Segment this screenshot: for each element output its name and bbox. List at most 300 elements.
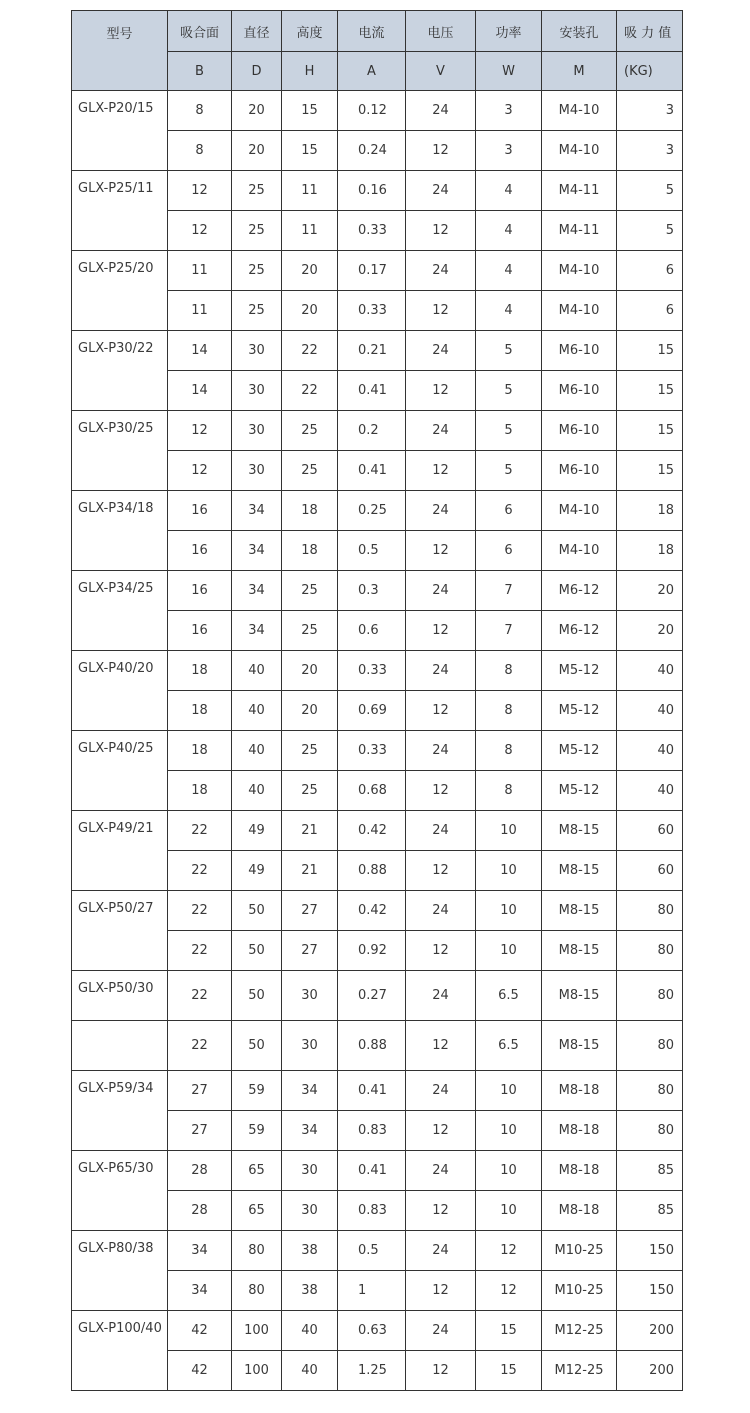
- voltage-cell: 24: [406, 331, 476, 371]
- mount-hole-cell: M8-18: [542, 1151, 617, 1191]
- diameter-cell: 40: [232, 651, 282, 691]
- holding-force-cell: 15: [617, 451, 683, 491]
- height-cell: 21: [282, 811, 338, 851]
- table-row: [72, 891, 683, 931]
- holding-force-cell: 5: [617, 211, 683, 251]
- current-cell: 0.69: [338, 691, 406, 731]
- current-cell: 0.88: [338, 851, 406, 891]
- voltage-cell: 24: [406, 811, 476, 851]
- header-label-row: [72, 11, 683, 52]
- current-cell: 0.25: [338, 491, 406, 531]
- holding-force-cell: 40: [617, 731, 683, 771]
- power-cell: 8: [476, 691, 542, 731]
- height-cell: 20: [282, 691, 338, 731]
- current-cell: 1: [338, 1271, 406, 1311]
- holding-force-cell: 80: [617, 1111, 683, 1151]
- diameter-cell: 40: [232, 691, 282, 731]
- current-cell: 0.2: [338, 411, 406, 451]
- mount-hole-cell: M12-25: [542, 1351, 617, 1391]
- unit-mount-hole: M: [542, 52, 617, 91]
- contact-face-cell: 42: [168, 1351, 232, 1391]
- mount-hole-cell: M6-12: [542, 611, 617, 651]
- table-row: [72, 1151, 683, 1191]
- contact-face-cell: 22: [168, 971, 232, 1021]
- header-contact-face: 吸合面: [168, 11, 232, 52]
- power-cell: 3: [476, 91, 542, 131]
- power-cell: 8: [476, 731, 542, 771]
- holding-force-cell: 150: [617, 1271, 683, 1311]
- holding-force-cell: 6: [617, 291, 683, 331]
- header-mount-hole: 安装孔: [542, 11, 617, 52]
- mount-hole-cell: M6-10: [542, 451, 617, 491]
- voltage-cell: 24: [406, 251, 476, 291]
- table-row: [72, 1311, 683, 1351]
- mount-hole-cell: M4-10: [542, 91, 617, 131]
- header-diameter: 直径: [232, 11, 282, 52]
- voltage-cell: 24: [406, 891, 476, 931]
- mount-hole-cell: M12-25: [542, 1311, 617, 1351]
- diameter-cell: 40: [232, 731, 282, 771]
- table-row: [72, 731, 683, 771]
- unit-diameter: D: [232, 52, 282, 91]
- current-cell: 0.33: [338, 211, 406, 251]
- voltage-cell: 12: [406, 1191, 476, 1231]
- power-cell: 6: [476, 531, 542, 571]
- height-cell: 18: [282, 531, 338, 571]
- current-cell: 0.83: [338, 1191, 406, 1231]
- power-cell: 4: [476, 171, 542, 211]
- mount-hole-cell: M5-12: [542, 651, 617, 691]
- holding-force-cell: 200: [617, 1351, 683, 1391]
- diameter-cell: 50: [232, 891, 282, 931]
- current-cell: 0.41: [338, 371, 406, 411]
- contact-face-cell: 42: [168, 1311, 232, 1351]
- unit-height: H: [282, 52, 338, 91]
- power-cell: 12: [476, 1271, 542, 1311]
- mount-hole-cell: M8-15: [542, 891, 617, 931]
- table-row: [72, 571, 683, 611]
- current-cell: 0.83: [338, 1111, 406, 1151]
- model-cell: GLX-P20/15: [72, 91, 168, 171]
- current-cell: 0.68: [338, 771, 406, 811]
- holding-force-cell: 85: [617, 1191, 683, 1231]
- holding-force-cell: 85: [617, 1151, 683, 1191]
- voltage-cell: 12: [406, 1271, 476, 1311]
- mount-hole-cell: M5-12: [542, 691, 617, 731]
- power-cell: 6: [476, 491, 542, 531]
- model-cell: GLX-P50/30: [72, 971, 168, 1021]
- power-cell: 10: [476, 851, 542, 891]
- voltage-cell: 24: [406, 1071, 476, 1111]
- current-cell: 0.63: [338, 1311, 406, 1351]
- voltage-cell: 24: [406, 971, 476, 1021]
- height-cell: 11: [282, 211, 338, 251]
- model-cell: GLX-P49/21: [72, 811, 168, 891]
- holding-force-cell: 15: [617, 371, 683, 411]
- power-cell: 5: [476, 371, 542, 411]
- current-cell: 0.41: [338, 451, 406, 491]
- header-height: 高度: [282, 11, 338, 52]
- height-cell: 38: [282, 1231, 338, 1271]
- contact-face-cell: 12: [168, 211, 232, 251]
- power-cell: 4: [476, 211, 542, 251]
- contact-face-cell: 28: [168, 1191, 232, 1231]
- current-cell: 0.17: [338, 251, 406, 291]
- holding-force-cell: 200: [617, 1311, 683, 1351]
- mount-hole-cell: M8-15: [542, 971, 617, 1021]
- voltage-cell: 12: [406, 1021, 476, 1071]
- model-cell: GLX-P25/20: [72, 251, 168, 331]
- diameter-cell: 50: [232, 971, 282, 1021]
- power-cell: 5: [476, 451, 542, 491]
- diameter-cell: 50: [232, 931, 282, 971]
- power-cell: 10: [476, 1071, 542, 1111]
- table-row: [72, 411, 683, 451]
- diameter-cell: 25: [232, 251, 282, 291]
- table-row: [72, 1231, 683, 1271]
- power-cell: 10: [476, 811, 542, 851]
- power-cell: 5: [476, 411, 542, 451]
- power-cell: 12: [476, 1231, 542, 1271]
- height-cell: 20: [282, 651, 338, 691]
- mount-hole-cell: M8-15: [542, 811, 617, 851]
- contact-face-cell: 11: [168, 251, 232, 291]
- contact-face-cell: 27: [168, 1071, 232, 1111]
- contact-face-cell: 16: [168, 571, 232, 611]
- contact-face-cell: 14: [168, 331, 232, 371]
- height-cell: 38: [282, 1271, 338, 1311]
- holding-force-cell: 5: [617, 171, 683, 211]
- diameter-cell: 59: [232, 1111, 282, 1151]
- voltage-cell: 12: [406, 931, 476, 971]
- mount-hole-cell: M5-12: [542, 771, 617, 811]
- voltage-cell: 24: [406, 91, 476, 131]
- mount-hole-cell: M8-15: [542, 931, 617, 971]
- current-cell: 0.5: [338, 531, 406, 571]
- diameter-cell: 40: [232, 771, 282, 811]
- contact-face-cell: 34: [168, 1271, 232, 1311]
- height-cell: 22: [282, 371, 338, 411]
- mount-hole-cell: M8-15: [542, 851, 617, 891]
- power-cell: 15: [476, 1311, 542, 1351]
- mount-hole-cell: M6-12: [542, 571, 617, 611]
- power-cell: 10: [476, 1111, 542, 1151]
- height-cell: 27: [282, 931, 338, 971]
- power-cell: 8: [476, 771, 542, 811]
- mount-hole-cell: M10-25: [542, 1271, 617, 1311]
- current-cell: 0.24: [338, 131, 406, 171]
- model-cell: [72, 1021, 168, 1071]
- power-cell: 6.5: [476, 971, 542, 1021]
- power-cell: 7: [476, 571, 542, 611]
- diameter-cell: 30: [232, 331, 282, 371]
- holding-force-cell: 80: [617, 931, 683, 971]
- holding-force-cell: 40: [617, 771, 683, 811]
- mount-hole-cell: M8-18: [542, 1111, 617, 1151]
- current-cell: 0.92: [338, 931, 406, 971]
- contact-face-cell: 8: [168, 131, 232, 171]
- current-cell: 0.33: [338, 651, 406, 691]
- voltage-cell: 12: [406, 1111, 476, 1151]
- mount-hole-cell: M4-10: [542, 251, 617, 291]
- power-cell: 6.5: [476, 1021, 542, 1071]
- mount-hole-cell: M8-15: [542, 1021, 617, 1071]
- current-cell: 0.41: [338, 1151, 406, 1191]
- diameter-cell: 30: [232, 371, 282, 411]
- mount-hole-cell: M6-10: [542, 371, 617, 411]
- height-cell: 40: [282, 1311, 338, 1351]
- holding-force-cell: 3: [617, 131, 683, 171]
- table-row: [72, 1021, 683, 1071]
- diameter-cell: 49: [232, 851, 282, 891]
- height-cell: 30: [282, 971, 338, 1021]
- unit-power: W: [476, 52, 542, 91]
- current-cell: 0.16: [338, 171, 406, 211]
- voltage-cell: 24: [406, 1151, 476, 1191]
- holding-force-cell: 18: [617, 491, 683, 531]
- model-cell: GLX-P40/25: [72, 731, 168, 811]
- model-cell: GLX-P25/11: [72, 171, 168, 251]
- header-power: 功率: [476, 11, 542, 52]
- height-cell: 18: [282, 491, 338, 531]
- contact-face-cell: 12: [168, 411, 232, 451]
- unit-voltage: V: [406, 52, 476, 91]
- power-cell: 10: [476, 891, 542, 931]
- contact-face-cell: 11: [168, 291, 232, 331]
- diameter-cell: 25: [232, 291, 282, 331]
- diameter-cell: 100: [232, 1351, 282, 1391]
- height-cell: 30: [282, 1191, 338, 1231]
- height-cell: 25: [282, 771, 338, 811]
- holding-force-cell: 20: [617, 571, 683, 611]
- current-cell: 0.12: [338, 91, 406, 131]
- current-cell: 0.3: [338, 571, 406, 611]
- voltage-cell: 24: [406, 571, 476, 611]
- contact-face-cell: 27: [168, 1111, 232, 1151]
- model-cell: GLX-P34/18: [72, 491, 168, 571]
- voltage-cell: 12: [406, 451, 476, 491]
- power-cell: 15: [476, 1351, 542, 1391]
- model-cell: GLX-P80/38: [72, 1231, 168, 1311]
- power-cell: 7: [476, 611, 542, 651]
- diameter-cell: 30: [232, 451, 282, 491]
- voltage-cell: 12: [406, 531, 476, 571]
- diameter-cell: 80: [232, 1231, 282, 1271]
- voltage-cell: 12: [406, 1351, 476, 1391]
- contact-face-cell: 34: [168, 1231, 232, 1271]
- diameter-cell: 20: [232, 131, 282, 171]
- holding-force-cell: 40: [617, 691, 683, 731]
- contact-face-cell: 22: [168, 851, 232, 891]
- diameter-cell: 20: [232, 91, 282, 131]
- height-cell: 25: [282, 451, 338, 491]
- table-row: [72, 491, 683, 531]
- header-holding-force: 吸 力 值: [617, 11, 683, 52]
- power-cell: 5: [476, 331, 542, 371]
- height-cell: 20: [282, 251, 338, 291]
- contact-face-cell: 18: [168, 771, 232, 811]
- contact-face-cell: 18: [168, 731, 232, 771]
- table-row: [72, 1071, 683, 1111]
- table-row: [72, 331, 683, 371]
- holding-force-cell: 15: [617, 331, 683, 371]
- model-cell: GLX-P65/30: [72, 1151, 168, 1231]
- contact-face-cell: 22: [168, 1021, 232, 1071]
- power-cell: 3: [476, 131, 542, 171]
- holding-force-cell: 15: [617, 411, 683, 451]
- height-cell: 34: [282, 1071, 338, 1111]
- contact-face-cell: 18: [168, 651, 232, 691]
- spec-body: [72, 91, 683, 1391]
- table-row: [72, 91, 683, 131]
- mount-hole-cell: M4-10: [542, 291, 617, 331]
- power-cell: 4: [476, 251, 542, 291]
- height-cell: 34: [282, 1111, 338, 1151]
- holding-force-cell: 80: [617, 1071, 683, 1111]
- model-cell: GLX-P30/25: [72, 411, 168, 491]
- model-cell: GLX-P50/27: [72, 891, 168, 971]
- table-row: [72, 651, 683, 691]
- contact-face-cell: 16: [168, 531, 232, 571]
- voltage-cell: 12: [406, 211, 476, 251]
- mount-hole-cell: M4-10: [542, 131, 617, 171]
- holding-force-cell: 80: [617, 1021, 683, 1071]
- diameter-cell: 34: [232, 611, 282, 651]
- voltage-cell: 24: [406, 1231, 476, 1271]
- contact-face-cell: 16: [168, 611, 232, 651]
- model-cell: GLX-P30/22: [72, 331, 168, 411]
- height-cell: 25: [282, 731, 338, 771]
- contact-face-cell: 12: [168, 171, 232, 211]
- contact-face-cell: 22: [168, 891, 232, 931]
- diameter-cell: 50: [232, 1021, 282, 1071]
- contact-face-cell: 12: [168, 451, 232, 491]
- current-cell: 0.42: [338, 891, 406, 931]
- current-cell: 0.41: [338, 1071, 406, 1111]
- contact-face-cell: 18: [168, 691, 232, 731]
- unit-holding-force: (KG): [617, 52, 683, 91]
- diameter-cell: 34: [232, 531, 282, 571]
- holding-force-cell: 150: [617, 1231, 683, 1271]
- power-cell: 4: [476, 291, 542, 331]
- diameter-cell: 100: [232, 1311, 282, 1351]
- contact-face-cell: 22: [168, 931, 232, 971]
- height-cell: 30: [282, 1151, 338, 1191]
- voltage-cell: 12: [406, 851, 476, 891]
- holding-force-cell: 60: [617, 851, 683, 891]
- holding-force-cell: 80: [617, 891, 683, 931]
- mount-hole-cell: M4-10: [542, 531, 617, 571]
- mount-hole-cell: M6-10: [542, 411, 617, 451]
- height-cell: 20: [282, 291, 338, 331]
- power-cell: 10: [476, 1151, 542, 1191]
- power-cell: 10: [476, 931, 542, 971]
- current-cell: 0.6: [338, 611, 406, 651]
- current-cell: 1.25: [338, 1351, 406, 1391]
- table-row: [72, 171, 683, 211]
- power-cell: 8: [476, 651, 542, 691]
- header-model: 型号: [72, 11, 168, 91]
- current-cell: 0.33: [338, 291, 406, 331]
- height-cell: 27: [282, 891, 338, 931]
- height-cell: 30: [282, 1021, 338, 1071]
- contact-face-cell: 28: [168, 1151, 232, 1191]
- diameter-cell: 80: [232, 1271, 282, 1311]
- contact-face-cell: 22: [168, 811, 232, 851]
- mount-hole-cell: M4-10: [542, 491, 617, 531]
- voltage-cell: 24: [406, 491, 476, 531]
- voltage-cell: 12: [406, 611, 476, 651]
- contact-face-cell: 8: [168, 91, 232, 131]
- header-voltage: 电压: [406, 11, 476, 52]
- voltage-cell: 12: [406, 131, 476, 171]
- holding-force-cell: 20: [617, 611, 683, 651]
- mount-hole-cell: M5-12: [542, 731, 617, 771]
- current-cell: 0.5: [338, 1231, 406, 1271]
- voltage-cell: 24: [406, 651, 476, 691]
- model-cell: GLX-P100/40: [72, 1311, 168, 1391]
- height-cell: 40: [282, 1351, 338, 1391]
- voltage-cell: 12: [406, 691, 476, 731]
- current-cell: 0.88: [338, 1021, 406, 1071]
- height-cell: 15: [282, 131, 338, 171]
- diameter-cell: 30: [232, 411, 282, 451]
- holding-force-cell: 6: [617, 251, 683, 291]
- height-cell: 25: [282, 571, 338, 611]
- height-cell: 25: [282, 611, 338, 651]
- table-row: [72, 811, 683, 851]
- holding-force-cell: 3: [617, 91, 683, 131]
- power-cell: 10: [476, 1191, 542, 1231]
- voltage-cell: 24: [406, 731, 476, 771]
- height-cell: 22: [282, 331, 338, 371]
- mount-hole-cell: M10-25: [542, 1231, 617, 1271]
- unit-contact-face: B: [168, 52, 232, 91]
- current-cell: 0.21: [338, 331, 406, 371]
- holding-force-cell: 60: [617, 811, 683, 851]
- voltage-cell: 24: [406, 171, 476, 211]
- table-row: [72, 251, 683, 291]
- contact-face-cell: 14: [168, 371, 232, 411]
- mount-hole-cell: M8-18: [542, 1071, 617, 1111]
- mount-hole-cell: M8-18: [542, 1191, 617, 1231]
- mount-hole-cell: M4-11: [542, 171, 617, 211]
- height-cell: 21: [282, 851, 338, 891]
- unit-current: A: [338, 52, 406, 91]
- diameter-cell: 34: [232, 491, 282, 531]
- holding-force-cell: 18: [617, 531, 683, 571]
- diameter-cell: 65: [232, 1151, 282, 1191]
- current-cell: 0.42: [338, 811, 406, 851]
- table-row: [72, 971, 683, 1021]
- model-cell: GLX-P34/25: [72, 571, 168, 651]
- voltage-cell: 12: [406, 291, 476, 331]
- model-cell: GLX-P59/34: [72, 1071, 168, 1151]
- contact-face-cell: 16: [168, 491, 232, 531]
- height-cell: 11: [282, 171, 338, 211]
- holding-force-cell: 40: [617, 651, 683, 691]
- mount-hole-cell: M6-10: [542, 331, 617, 371]
- height-cell: 25: [282, 411, 338, 451]
- diameter-cell: 59: [232, 1071, 282, 1111]
- diameter-cell: 65: [232, 1191, 282, 1231]
- diameter-cell: 49: [232, 811, 282, 851]
- model-cell: GLX-P40/20: [72, 651, 168, 731]
- diameter-cell: 34: [232, 571, 282, 611]
- holding-force-cell: 80: [617, 971, 683, 1021]
- current-cell: 0.33: [338, 731, 406, 771]
- voltage-cell: 12: [406, 771, 476, 811]
